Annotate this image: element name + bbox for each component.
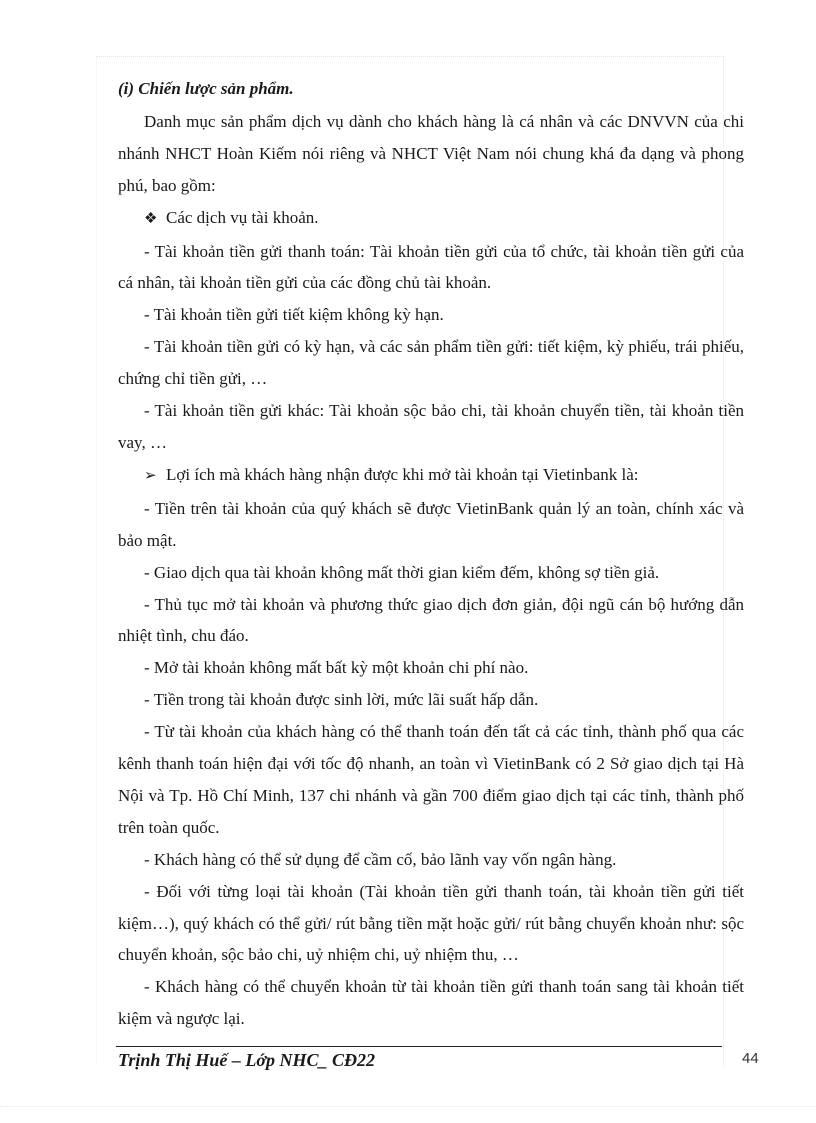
footer-author: Trịnh Thị Huế – Lớp NHC_ CĐ22: [118, 1050, 376, 1070]
bullet-benefits: [118, 459, 744, 493]
paragraph-term-deposit: - Tài khoản tiền gửi có kỳ hạn, và các sản phẩm tiền gửi: tiết kiệm, kỳ phiếu, trái phiếu, chứng chỉ tiền gửi, …: [118, 337, 744, 389]
paragraph-benefit-collateral: - Khách hàng có thể sử dụng để cầm cố, bảo lãnh vay vốn ngân hàng.: [144, 849, 617, 869]
paragraph-intro: Danh mục sản phẩm dịch vụ dành cho khách hàng là cá nhân và các DNVVN của chi nhánh NHCT Hoàn Kiếm nói riêng và NHCT Việt Nam nói chung khá đa dạng và phong phú, bao gồm:: [118, 111, 744, 195]
bullet-account-services-text: Các dịch vụ tài khoản.: [166, 207, 319, 227]
footer-rule: [116, 1046, 722, 1047]
paragraph-benefit-no-fee: - Mở tài khoản không mất bất kỳ một khoản chi phí nào.: [144, 658, 529, 678]
section-heading: (i) Chiến lược sản phẩm.: [118, 79, 294, 98]
page-number: 44: [742, 1050, 759, 1067]
document-body: [118, 73, 744, 1035]
bottom-guide-line: [0, 1106, 816, 1107]
bullet-account-services: [118, 202, 744, 236]
paragraph-benefit-payment-network: - Từ tài khoản của khách hàng có thể thanh toán đến tất cả các tỉnh, thành phố qua các kênh thanh toán hiện đại với tốc độ nhanh, an toàn vì VietinBank có 2 Sở giao dịch tại Hà Nội và Tp. Hồ Chí Minh, 137 chi nhánh và gần 700 điểm giao dịch tại các tỉnh, thành phố trên toàn quốc.: [118, 722, 744, 837]
paragraph-savings-no-term: - Tài khoản tiền gửi tiết kiệm không kỳ hạn.: [144, 305, 444, 325]
diamond-bullet-icon: ❖: [144, 210, 158, 227]
paragraph-benefit-procedure: - Thủ tục mở tài khoản và phương thức giao dịch đơn giản, đội ngũ cán bộ hướng dẫn nhiệt tình, chu đáo.: [118, 594, 744, 646]
arrow-bullet-icon: ➢: [144, 467, 157, 484]
paragraph-payment-account: - Tài khoản tiền gửi thanh toán: Tài khoản tiền gửi của tổ chức, tài khoản tiền gửi của cá nhân, tài khoản tiền gửi của các đồng chủ tài khoản.: [118, 241, 744, 293]
paragraph-benefit-interest: - Tiền trong tài khoản được sinh lời, mức lãi suất hấp dẫn.: [144, 690, 539, 710]
paragraph-benefit-time: - Giao dịch qua tài khoản không mất thời gian kiểm đếm, không sợ tiền giả.: [144, 562, 660, 582]
paragraph-benefit-safety: - Tiền trên tài khoản của quý khách sẽ được VietinBank quản lý an toàn, chính xác và bảo mật.: [118, 498, 744, 550]
paragraph-other-accounts: - Tài khoản tiền gửi khác: Tài khoản sộc bảo chi, tài khoản chuyển tiền, tài khoản tiền vay, …: [118, 401, 744, 452]
paragraph-benefit-transfer: - Khách hàng có thể chuyển khoản từ tài khoản tiền gửi thanh toán sang tài khoản tiết kiệm và ngược lại.: [118, 977, 744, 1029]
bullet-benefits-text: Lợi ích mà khách hàng nhận được khi mở tài khoản tại Vietinbank là:: [166, 464, 639, 484]
paragraph-benefit-withdraw: - Đối với từng loại tài khoản (Tài khoản tiền gửi thanh toán, tài khoản tiền gửi tiết kiệm…), quý khách có thể gửi/ rút bằng tiền mặt hoặc gửi/ rút bằng chuyển khoản như: sộc chuyển khoản, sộc bảo chi, uỷ nhiệm chi, uỷ nhiệm thu, …: [118, 881, 744, 965]
